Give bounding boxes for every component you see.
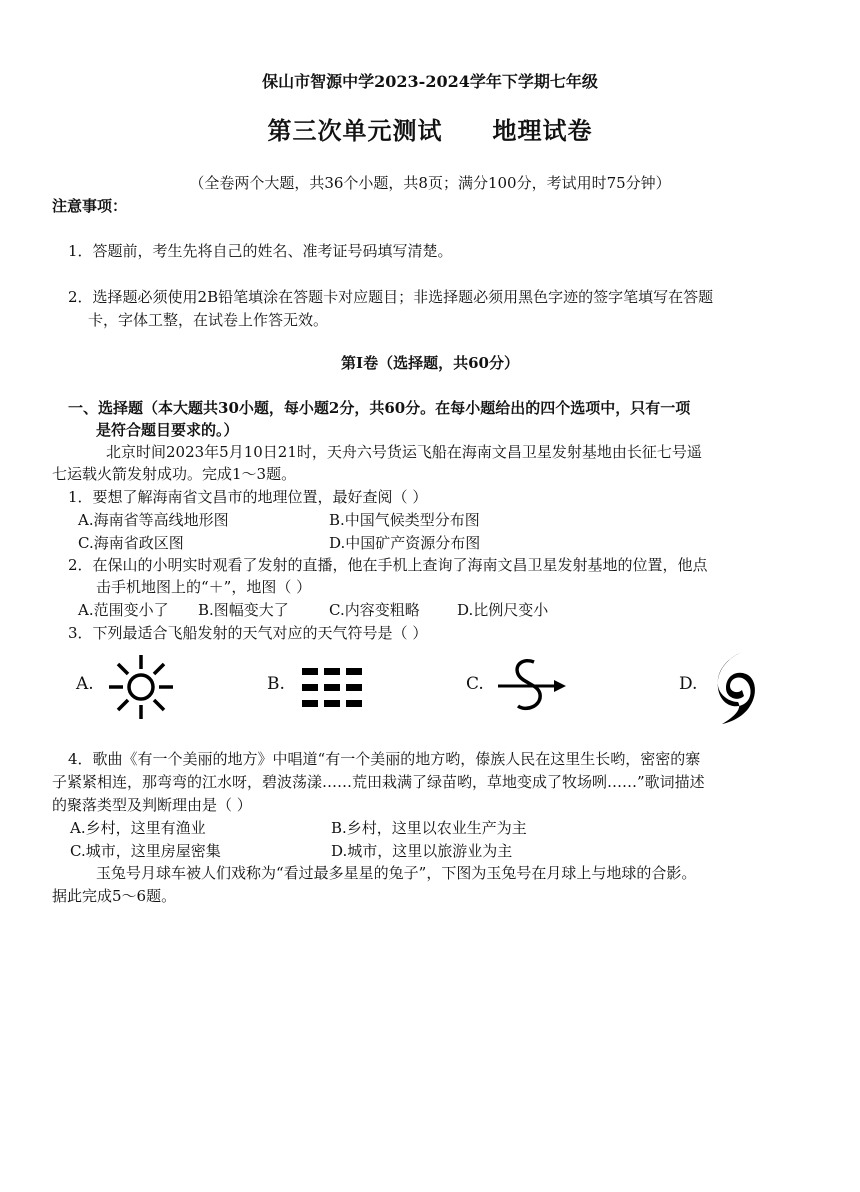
question-4-stem-line-2: 子紧紧相连，那弯弯的江水呀，碧波荡漾……荒田栽满了绿苗哟，草地变成了牧场咧……”歌词描述: [52, 773, 705, 791]
sandstorm-icon: [496, 656, 568, 718]
question-2-option-c: C.内容变粗略: [329, 601, 420, 619]
school-heading: 保山市智源中学2023-2024学年下学期七年级: [262, 72, 598, 91]
question-1-option-d: D.中国矿产资源分布图: [329, 534, 481, 552]
question-4-stem-line-3: 的聚落类型及判断理由是（ ）: [52, 796, 252, 814]
question-1-option-b: B.中国气候类型分布图: [329, 511, 480, 529]
question-1-option-a: A.海南省等高线地形图: [78, 511, 229, 529]
question-2-stem-line-2: 击手机地图上的“＋”，地图（ ）: [96, 578, 312, 596]
symbol-label-d: D.: [679, 674, 698, 694]
note-item-2-line-1: 2．选择题必须使用2B铅笔填涂在答题卡对应题目；非选择题必须用黑色字迹的签字笔填写在答题: [68, 288, 714, 306]
section-heading: 第Ⅰ卷（选择题，共60分）: [341, 354, 519, 372]
passage-1-line-1: 北京时间2023年5月10日21时，天舟六号货运飞船在海南文昌卫星发射基地由长征七号遥: [106, 443, 702, 461]
exam-title-left: 第三次单元测试: [267, 116, 443, 145]
question-2-option-a: A.范围变小了: [78, 601, 169, 619]
question-4-option-d: D.城市，这里以旅游业为主: [331, 842, 513, 860]
symbol-label-b: B.: [267, 674, 285, 694]
symbol-label-c: C.: [466, 674, 484, 694]
note-item-2-line-2: 卡，字体工整，在试卷上作答无效。: [88, 311, 329, 329]
question-4-option-a: A.乡村，这里有渔业: [70, 819, 206, 837]
passage-2-line-2: 据此完成5～6题。: [52, 887, 177, 905]
question-2-option-b: B.图幅变大了: [198, 601, 289, 619]
weather-symbols: [0, 648, 860, 728]
exam-title-right: 地理试卷: [492, 116, 593, 145]
part1-heading-line-1: 一、选择题（本大题共30小题，每小题2分，共60分。在每小题给出的四个选项中，只有一项: [68, 399, 691, 417]
question-2-option-d: D.比例尺变小: [457, 601, 549, 619]
exam-info: （全卷两个大题，共36个小题，共8页；满分100分，考试用时75分钟）: [189, 174, 671, 192]
question-2-stem-line-1: 2．在保山的小明实时观看了发射的直播，他在手机上查询了海南文昌卫星发射基地的位置，他点: [68, 556, 708, 574]
note-item-1: 1．答题前，考生先将自己的姓名、准考证号码填写清楚。: [68, 242, 453, 260]
question-4-stem-line-1: 4．歌曲《有一个美丽的地方》中唱道“有一个美丽的地方哟，傣族人民在这里生长哟，密密的寨: [68, 750, 701, 768]
passage-1-line-2: 七运载火箭发射成功。完成1～3题。: [52, 465, 297, 483]
question-3-stem: 3．下列最适合飞船发射的天气对应的天气符号是（ ）: [68, 624, 428, 642]
typhoon-icon: [708, 650, 758, 726]
part1-heading-line-2: 是符合题目要求的。）: [96, 421, 239, 439]
exam-title: [0, 116, 860, 146]
notes-heading: 注意事项：: [52, 197, 128, 215]
question-4-option-c: C.城市，这里房屋密集: [70, 842, 221, 860]
question-1-option-c: C.海南省政区图: [78, 534, 184, 552]
symbol-label-a: A.: [76, 674, 94, 694]
question-4-option-b: B.乡村，这里以农业生产为主: [331, 819, 527, 837]
sun-icon: [106, 652, 176, 722]
passage-2-line-1: 玉兔号月球车被人们戏称为“看过最多星星的兔子”，下图为玉兔号在月球上与地球的合影。: [96, 864, 697, 882]
fog-icon: [300, 666, 366, 710]
question-1-stem: 1．要想了解海南省文昌市的地理位置，最好查阅（ ）: [68, 488, 428, 506]
